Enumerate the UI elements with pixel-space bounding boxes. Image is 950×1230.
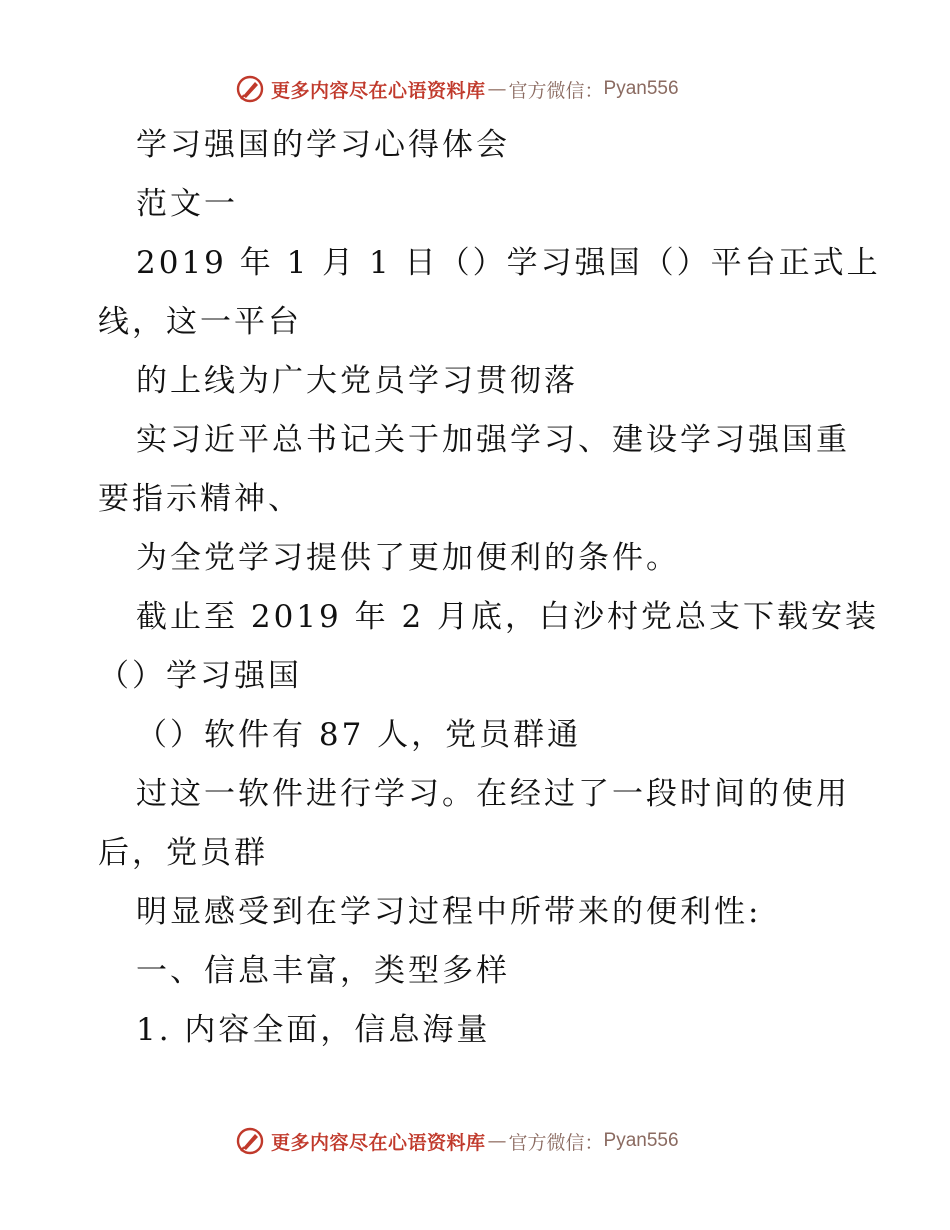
watermark-dash: — [487, 78, 507, 100]
watermark-handle: Pyan556 [603, 1130, 679, 1151]
paragraph-line: 截止至 2019 年 2 月底，白沙村党总支下载安装 [136, 599, 880, 635]
quill-logo-icon [235, 74, 265, 104]
section-label: 范文一 [136, 186, 238, 222]
paragraph-line: 要指示精神、 [98, 481, 302, 517]
watermark-brand: 更多内容尽在心语资料库 [271, 79, 486, 102]
paragraph-line: 为全党学习提供了更加便利的条件。 [136, 540, 680, 576]
paragraph-line: 的上线为广大党员学习贯彻落 [136, 363, 578, 399]
paragraph-line: （）软件有 87 人，党员群通 [136, 717, 582, 753]
document-body [98, 116, 881, 1060]
watermark-handle: Pyan556 [603, 78, 679, 99]
paragraph-line: 后，党员群 [98, 835, 268, 871]
watermark-label: 官方微信： [508, 79, 604, 102]
heading-line: 1. 内容全面，信息海量 [136, 1012, 491, 1048]
paragraph-line: 2019 年 1 月 1 日（）学习强国（）平台正式上 [136, 245, 881, 281]
heading-line: 一、信息丰富，类型多样 [136, 953, 510, 989]
paragraph-line: 过这一软件进行学习。在经过了一段时间的使用 [136, 776, 850, 812]
paragraph-line: 实习近平总书记关于加强学习、建设学习强国重 [136, 422, 850, 458]
paragraph-line: （）学习强国 [98, 658, 302, 694]
watermark-dash: — [487, 1130, 507, 1152]
footer-watermark [235, 1124, 679, 1158]
document-title: 学习强国的学习心得体会 [136, 127, 510, 163]
paragraph-line: 线，这一平台 [98, 304, 302, 340]
header-watermark [235, 72, 679, 106]
watermark-label: 官方微信： [508, 1131, 604, 1154]
quill-logo-icon [235, 1126, 265, 1156]
paragraph-line: 明显感受到在学习过程中所带来的便利性: [136, 894, 762, 930]
watermark-brand: 更多内容尽在心语资料库 [271, 1131, 486, 1154]
